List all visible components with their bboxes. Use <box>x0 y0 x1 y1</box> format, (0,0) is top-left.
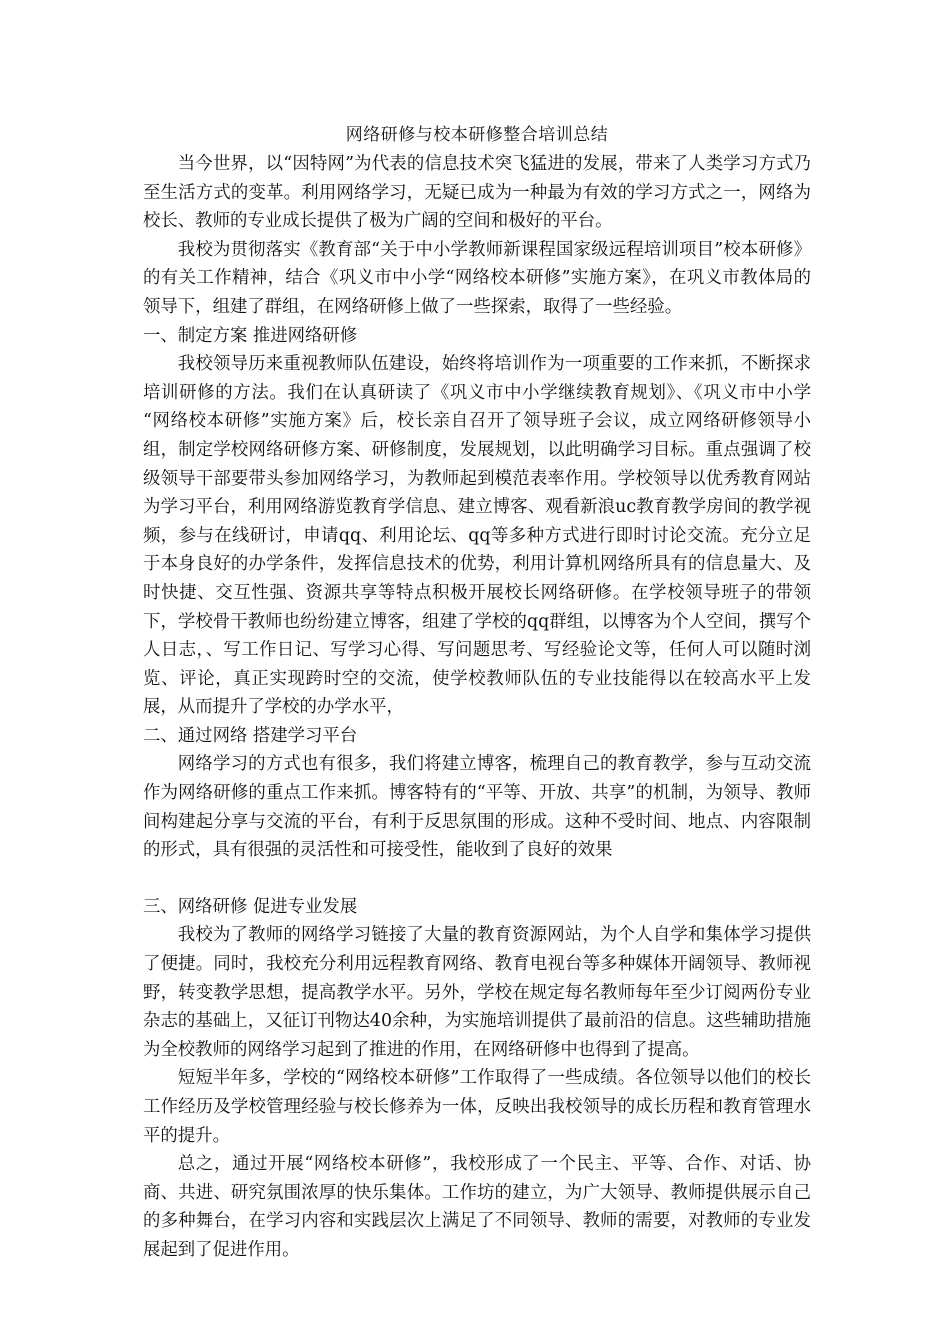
section-3-heading: 三、网络研修 促进专业发展 <box>143 896 358 917</box>
intro-paragraph-1: 当今世界，以“因特网”为代表的信息技术突飞猛进的发展，带来了人类学习方式乃至生活方式的变革。利用网络学习，无疑已成为一种最为有效的学习方式之一，网络为校长、教师的专业成长提供了极为广阔的空间和极好的平台。 <box>143 154 811 232</box>
section-3-paragraph-2: 短短半年多，学校的“网络校本研修”工作取得了一些成绩。各位领导以他们的校长工作经历及学校管理经验与校长修养为一体，反映出我校领导的成长历程和教育管理水平的提升。 <box>143 1068 811 1146</box>
section-2-heading: 二、通过网络 搭建学习平台 <box>143 725 358 746</box>
section-1-paragraph: 我校领导历来重视教师队伍建设，始终将培训作为一项重要的工作来抓，不断探求培训研修的方法。我们在认真研读了《巩义市中小学继续教育规划》、《巩义市中小学 “网络校本研修”实施方案》后，校长亲自召开了领导班子会议，成立网络研修领导小组，制定学校网络研修方案、研修制度，发展规划，以此明确学习目标。重点强调了校级领导干部要带头参加网络学习，为教师起到模范表率作用。学校领导以优秀教育网站为学习平台，利用网络游览教育学信息、建立博客、观看新浪uc教育教学房间的教学视频，参与在线研讨，申请qq、利用论坛、qq等多种方式进行即时讨论交流。充分立足于本身良好的办学条件，发挥信息技术的优势，利用计算机网络所具有的信息量大、及时快捷、交互性强、资源共享等特点积极开展校长网络研修。在学校领导班子的带领下，学校骨干教师也纷纷建立博客，组建了学校的qq群组，以博客为个人空间，撰写个人日志，、写工作日记、写学习心得、写问题思考、写经验论文等，任何人可以随时浏览、评论，真正实现跨时空的交流，使学校教师队伍的专业技能得以在较高水平上发展，从而提升了学校的办学水平， <box>143 354 811 718</box>
document-page <box>143 120 811 1265</box>
section-3-paragraph-3: 总之，通过开展“网络校本研修”，我校形成了一个民主、平等、合作、对话、协商、共进、研究氛围浓厚的快乐集体。工作坊的建立，为广大领导、教师提供展示自己的多种舞台，在学习内容和实践层次上满足了不同领导、教师的需要，对教师的专业发展起到了促进作用。 <box>143 1154 811 1260</box>
document-title: 网络研修与校本研修整合培训总结 <box>345 125 609 145</box>
section-1-heading: 一、制定方案 推进网络研修 <box>143 325 358 346</box>
blank-line <box>143 865 811 893</box>
section-3-paragraph-1: 我校为了教师的网络学习链接了大量的教育资源网站，为个人自学和集体学习提供了便捷。同时，我校充分利用远程教育网络、教育电视台等多种媒体开阔领导、教师视野，转变教学思想，提高教学水平。另外，学校在规定每名教师每年至少订阅两份专业杂志的基础上，又征订刊物达40余种，为实施培训提供了最前沿的信息。这些辅助措施为全校教师的网络学习起到了推进的作用，在网络研修中也得到了提高。 <box>143 925 811 1060</box>
section-2-paragraph: 网络学习的方式也有很多，我们将建立博客，梳理自己的教育教学，参与互动交流作为网络研修的重点工作来抓。博客特有的“平等、开放、共享”的机制，为领导、教师间构建起分享与交流的平台，有利于反思氛围的形成。这种不受时间、地点、内容限制的形式，具有很强的灵活性和可接受性，能收到了良好的效果 <box>143 754 811 861</box>
intro-paragraph-2: 我校为贯彻落实《教育部“关于中小学教师新课程国家级远程培训项目”校本研修》的有关工作精神，结合《巩义市中小学“网络校本研修”实施方案》，在巩义市教体局的领导下，组建了群组，在网络研修上做了一些探索，取得了一些经验。 <box>143 239 811 317</box>
